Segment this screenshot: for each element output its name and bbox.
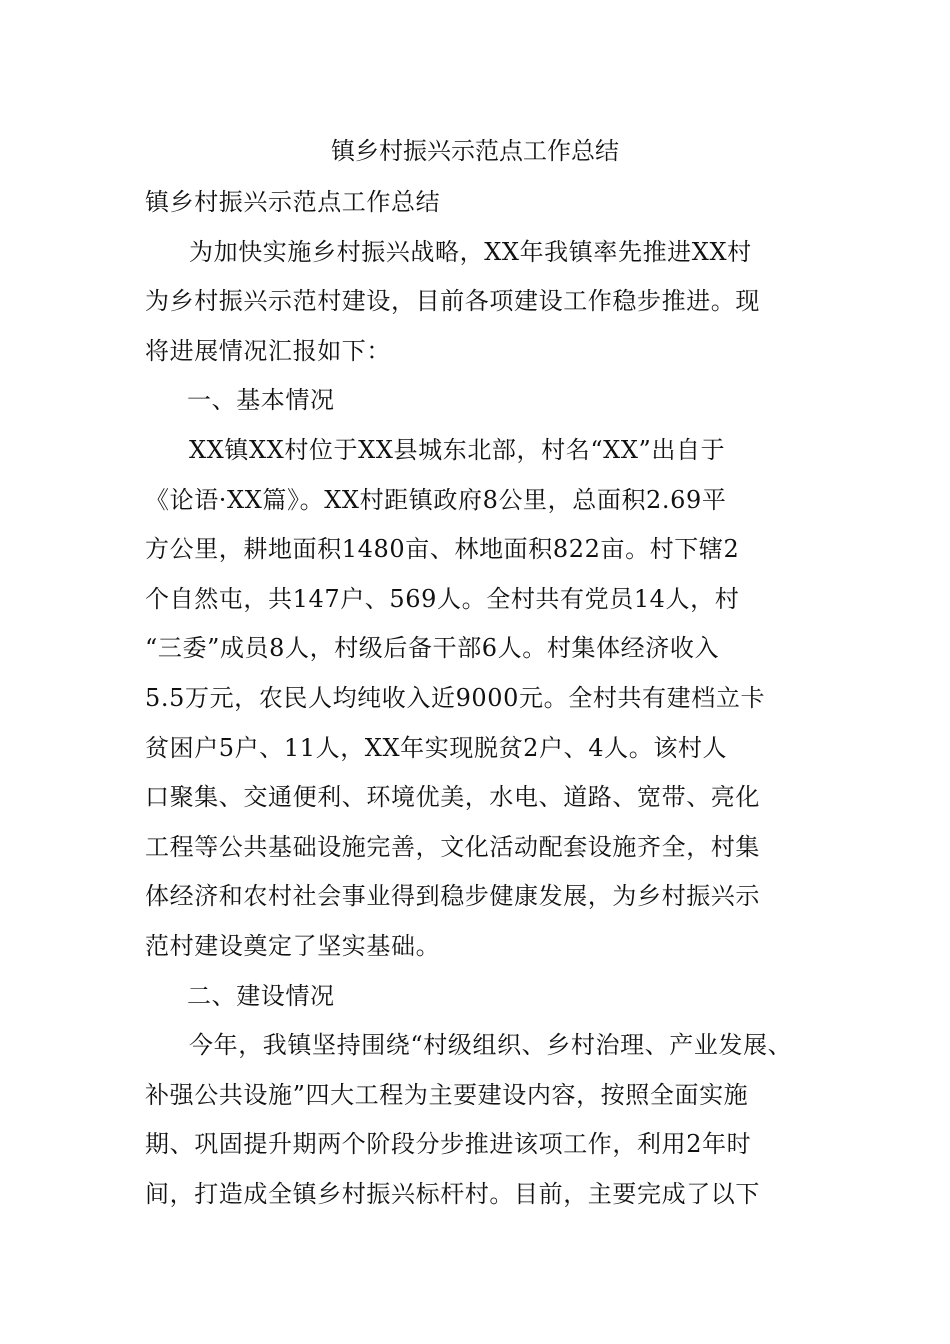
paragraph-line: “三委”成员8人，村级后备干部6人。村集体经济收入 bbox=[145, 634, 720, 663]
paragraph-line: 期、巩固提升期两个阶段分步推进该项工作，利用2年时 bbox=[145, 1130, 752, 1159]
paragraph-line: 5.5万元，农民人均纯收入近9000元。全村共有建档立卡 bbox=[145, 683, 766, 712]
document-title: 镇乡村振兴示范点工作总结 bbox=[331, 137, 619, 165]
paragraph-line: 补强公共设施”四大工程为主要建设内容，按照全面实施 bbox=[145, 1080, 749, 1109]
paragraph-line: 间，打造成全镇乡村振兴标杆村。目前，主要完成了以下 bbox=[145, 1179, 760, 1208]
paragraph-line: 将进展情况汇报如下： bbox=[145, 336, 391, 365]
section-heading: 二、建设情况 bbox=[187, 981, 335, 1010]
paragraph-line: 范村建设奠定了坚实基础。 bbox=[145, 931, 441, 960]
paragraph-line: 为乡村振兴示范村建设，目前各项建设工作稳步推进。现 bbox=[145, 287, 760, 316]
section-heading: 一、基本情况 bbox=[187, 386, 335, 415]
paragraph-line: 方公里，耕地面积1480亩、林地面积822亩。村下辖2 bbox=[145, 535, 740, 564]
paragraph-line: 《论语·XX篇》。XX村距镇政府8公里，总面积2.69平 bbox=[145, 485, 727, 514]
subtitle-line: 镇乡村振兴示范点工作总结 bbox=[145, 188, 441, 216]
paragraph-line: 贫困户5户、11人，XX年实现脱贫2户、4人。该村人 bbox=[145, 733, 728, 762]
paragraph-line: 为加快实施乡村振兴战略，XX年我镇率先推进XX村 bbox=[189, 237, 752, 266]
paragraph-line: 口聚集、交通便利、环境优美，水电、道路、宽带、亮化 bbox=[145, 783, 760, 812]
paragraph-line: 工程等公共基础设施完善，文化活动配套设施齐全，村集 bbox=[145, 832, 760, 861]
paragraph-line: 今年，我镇坚持围绕“村级组织、乡村治理、产业发展、 bbox=[189, 1031, 793, 1060]
paragraph-line: XX镇XX村位于XX县城东北部，村名“XX”出自于 bbox=[189, 435, 726, 464]
paragraph-line: 体经济和农村社会事业得到稳步健康发展，为乡村振兴示 bbox=[145, 882, 760, 911]
document-body bbox=[145, 178, 825, 1219]
paragraph-line: 个自然屯，共147户、569人。全村共有党员14人，村 bbox=[145, 584, 740, 613]
